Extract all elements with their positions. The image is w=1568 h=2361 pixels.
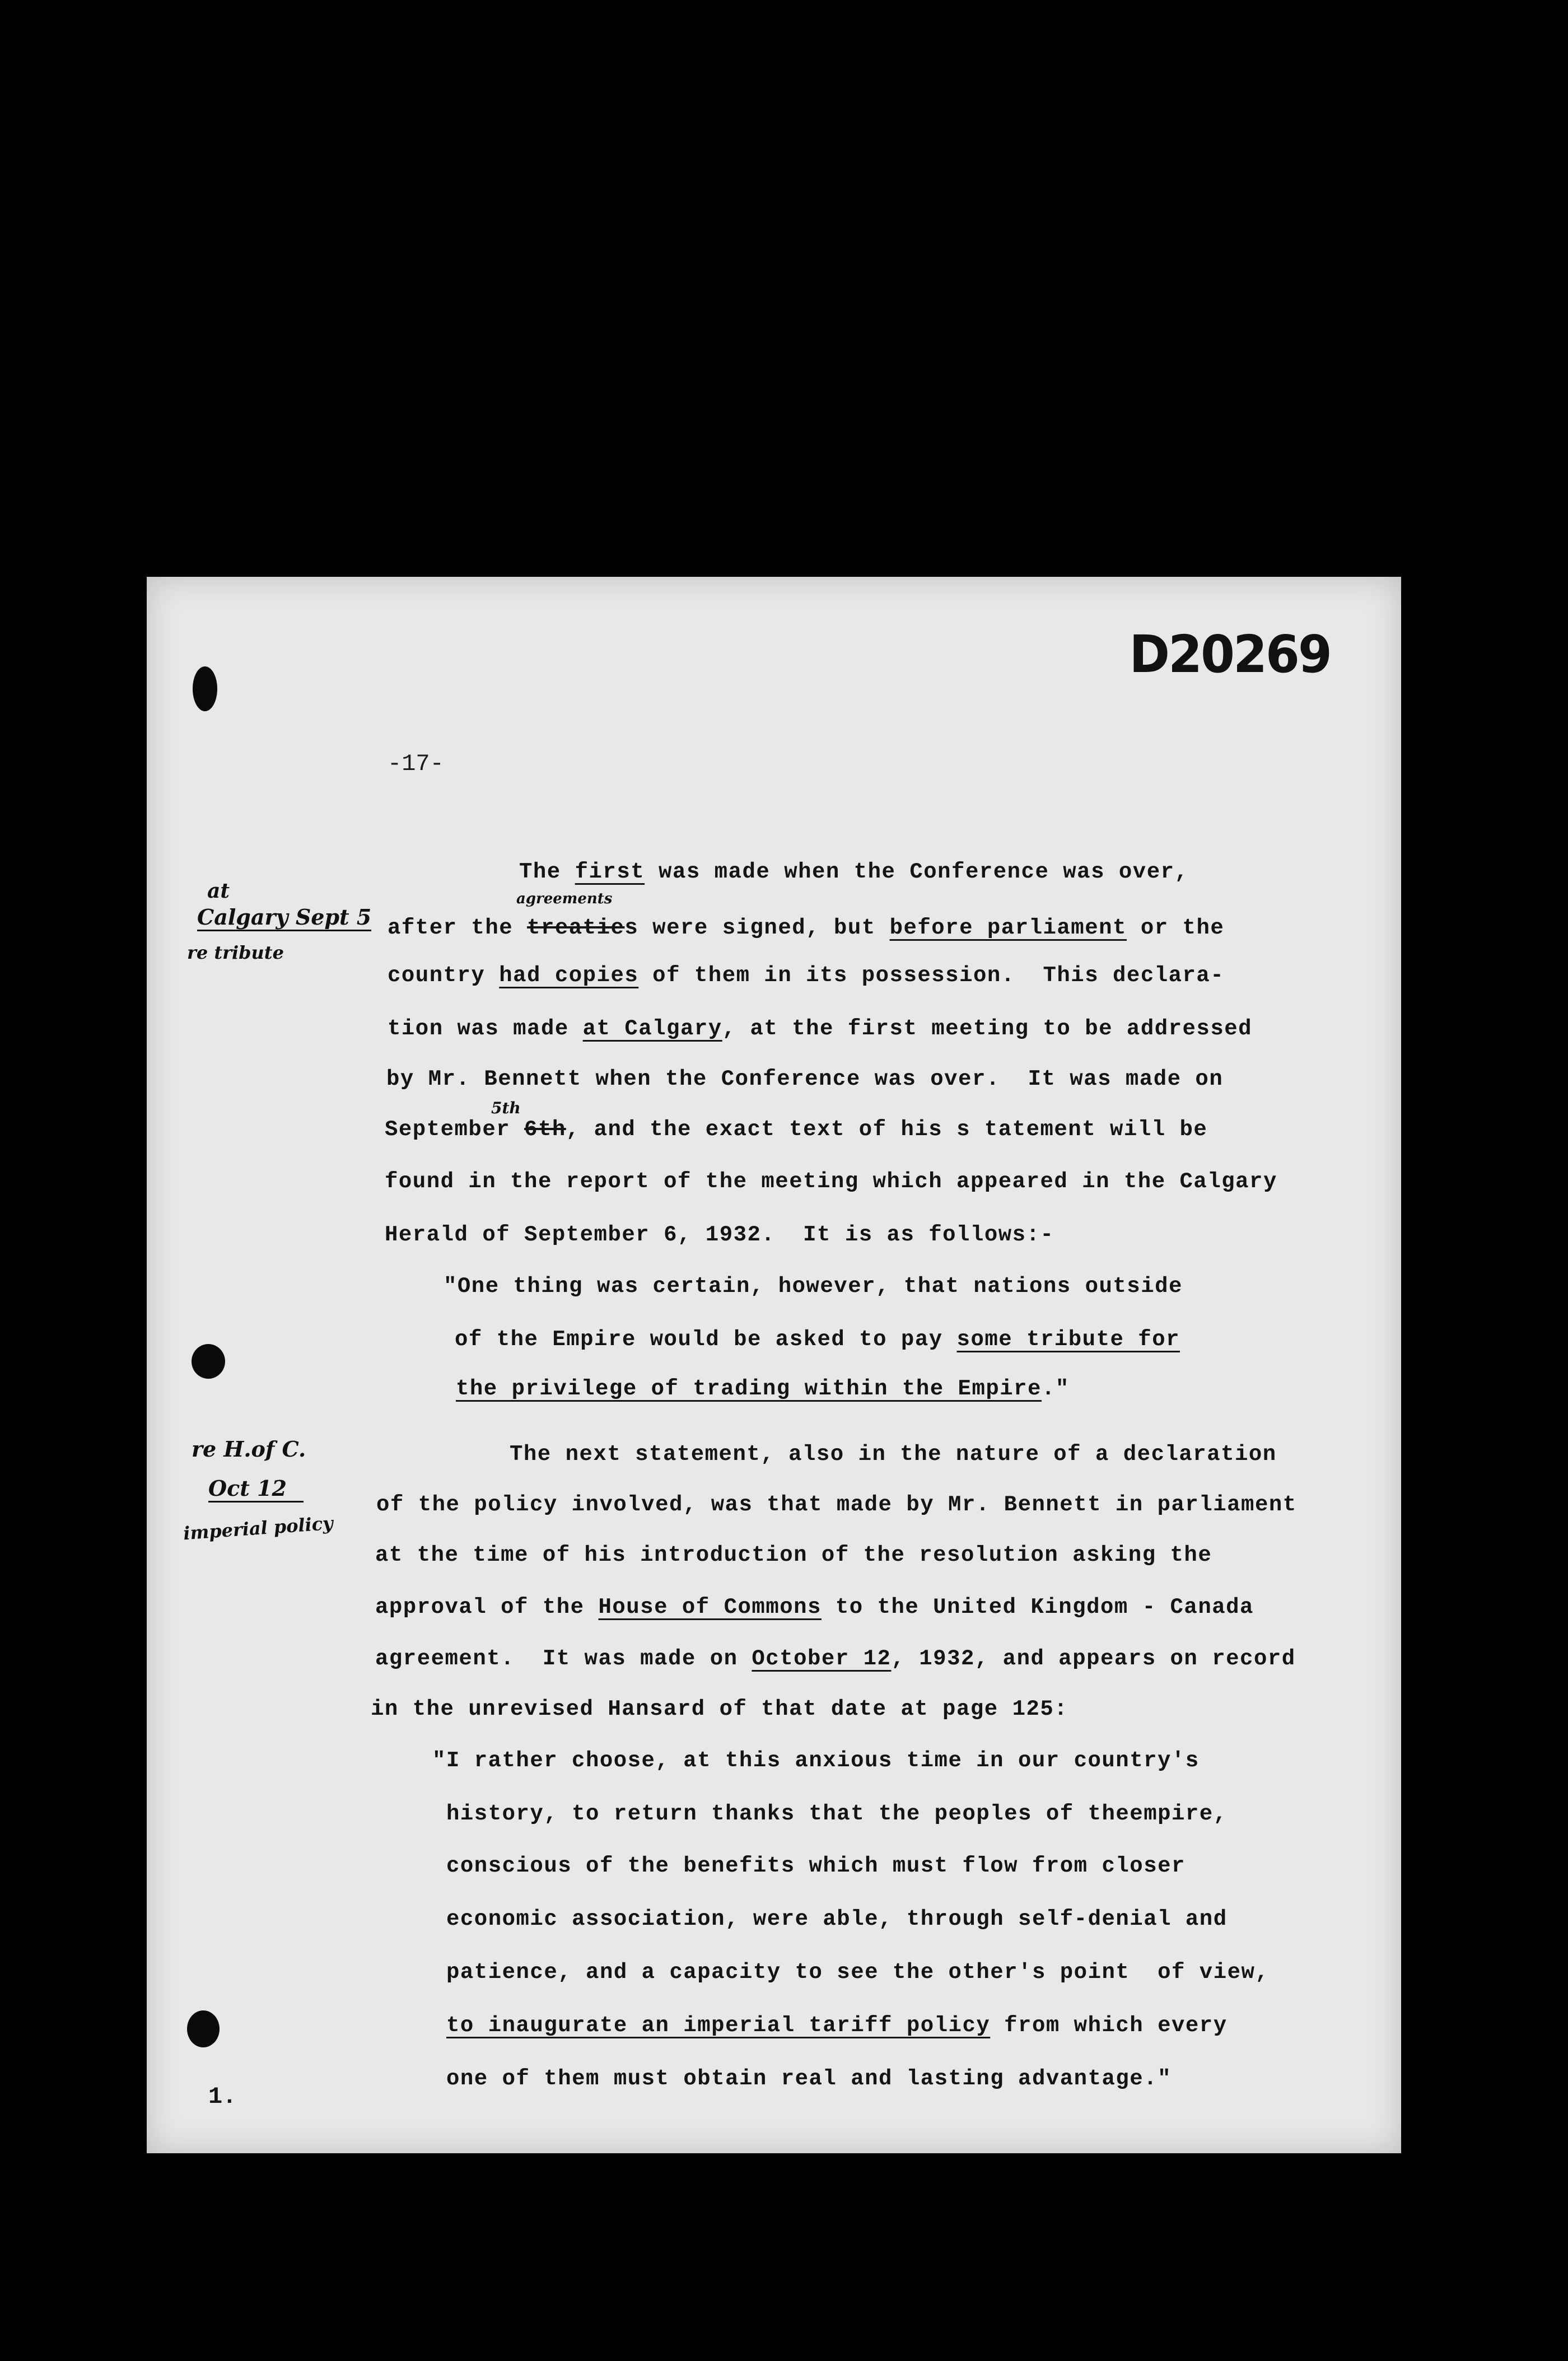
quote-line: patience, and a capacity to see the other's point of view, (446, 1960, 1270, 1985)
text-line: in the unrevised Hansard of that date at page 125: (371, 1697, 1068, 1721)
quote-line: of the Empire would be asked to pay some tribute for (455, 1327, 1180, 1352)
quote-line: economic association, were able, through self-denial and (446, 1907, 1228, 1931)
quote-line: "I rather choose, at this anxious time in our country's (432, 1748, 1200, 1773)
text-line: September 6th, and the exact text of his s tatement will be (385, 1117, 1208, 1142)
text-line: Herald of September 6, 1932. It is as follows:- (385, 1223, 1054, 1247)
margin-note: re H.of C. (192, 1436, 306, 1462)
document-stamp: D20269 (1129, 624, 1331, 684)
quote-line: conscious of the benefits which must flow from closer (446, 1854, 1186, 1878)
margin-note: imperial policy (183, 1512, 334, 1545)
text-line: after the treaties were signed, but before parliament or the (388, 916, 1225, 940)
text-line: The first was made when the Conference was over, (519, 860, 1189, 884)
quote-line: history, to return thanks that the peoples of theempire, (446, 1802, 1228, 1826)
margin-note: Oct 12 (208, 1476, 304, 1503)
text-line: at the time of his introduction of the resolution asking the (375, 1543, 1212, 1567)
margin-note: Calgary Sept 5 (197, 904, 371, 931)
text-line: country had copies of them in its possession. This declara- (388, 963, 1225, 988)
punch-hole-bottom (187, 2010, 220, 2047)
footnote-marker: 1. (208, 2083, 237, 2110)
page-number: -17- (388, 750, 444, 777)
document-page (147, 577, 1401, 2153)
punch-hole-middle (192, 1344, 225, 1379)
text-line: by Mr. Bennett when the Conference was over. It was made on (386, 1067, 1224, 1091)
text-line: tion was made at Calgary, at the first meeting to be addressed (388, 1016, 1253, 1041)
quote-line: to inaugurate an imperial tariff policy from which every (446, 2013, 1228, 2038)
quote-line: one of them must obtain real and lasting advantage." (446, 2066, 1172, 2091)
text-line: found in the report of the meeting which appeared in the Calgary (385, 1169, 1277, 1194)
margin-note: at (207, 879, 230, 903)
margin-note: re tribute (187, 942, 284, 963)
text-line: agreement. It was made on October 12, 1932, and appears on record (375, 1646, 1296, 1671)
quote-line: "One thing was certain, however, that nations outside (444, 1274, 1183, 1299)
handwritten-insertion: 5th (491, 1099, 521, 1117)
text-line: The next statement, also in the nature of a declaration (510, 1442, 1277, 1467)
text-line: approval of the House of Commons to the United Kingdom - Canada (375, 1595, 1254, 1620)
punch-hole-top (193, 666, 217, 711)
handwritten-insertion: agreements (516, 890, 613, 907)
quote-line: the privilege of trading within the Empire." (456, 1377, 1070, 1401)
text-line: of the policy involved, was that made by Mr. Bennett in parliament (376, 1492, 1297, 1517)
